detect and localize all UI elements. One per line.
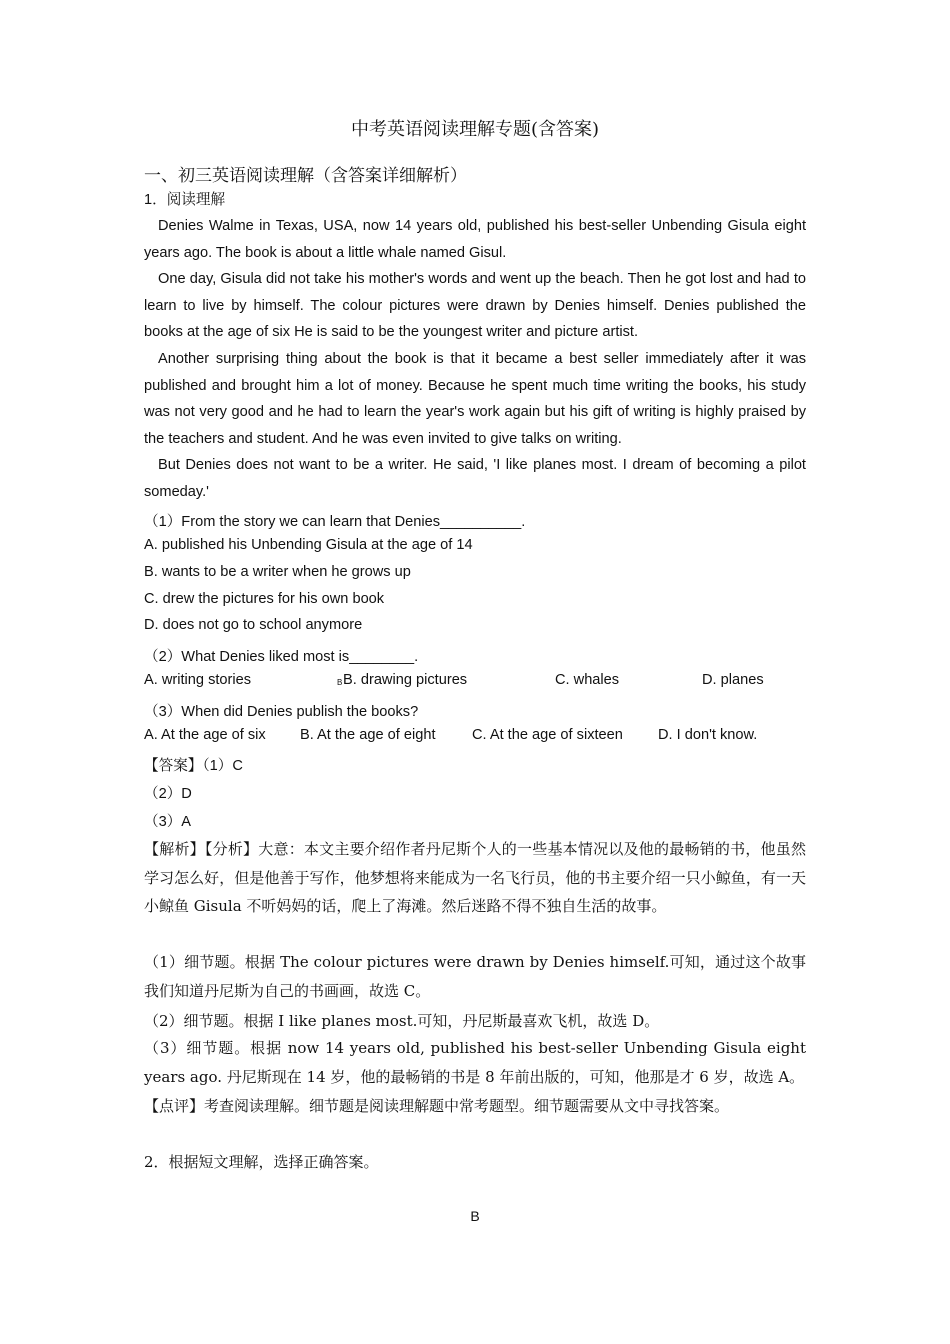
analysis-point-3: （3）细节题。根据 now 14 years old, published his best-seller Unbending Gisula eight years ago. 丹尼斯现在 14 岁，他的最畅销的书是 8 年前出版的，可知，他那是才 6 岁，故选 A。: [144, 1039, 806, 1086]
question-1-option-b: B. wants to be a writer when he grows up: [144, 564, 411, 580]
analysis-intro: 【解析】【分析】大意：本文主要介绍作者丹尼斯个人的一些基本情况以及他的最畅销的书，他虽然学习怎么好，但是他善于写作，他梦想将来能成为一名飞行员，他的书主要介绍一只小鲸鱼，有一天小鲸鱼 Gisula 不听妈妈的话，爬上了海滩。然后迷路不得不独自生活的故事。: [144, 840, 806, 915]
question-1-stem: （1）From the story we can learn that Denies__________.: [144, 514, 526, 530]
question-3-option-b: B. At the age of eight: [300, 727, 436, 743]
question-3-option-a: A. At the age of six: [144, 727, 266, 743]
stray-mark: B: [337, 678, 343, 687]
question-2-option-a: A. writing stories: [144, 672, 252, 688]
answer-line-1: 【答案】（1）C: [144, 758, 243, 774]
question-2-option-b: B. drawing pictures: [343, 672, 468, 688]
analysis-point-2: （2）细节题。根据 I like planes most.可知，丹尼斯最喜欢飞机，故选 D。: [144, 1012, 660, 1030]
question-3-options: [144, 727, 806, 753]
question-1-option-d: D. does not go to school anymore: [144, 617, 363, 633]
answer-line-3: （3）A: [144, 814, 192, 830]
analysis-point-1: （1）细节题。根据 The colour pictures were drawn by Denies himself.可知，通过这个故事我们知道丹尼斯为自己的书画画，故选 C。: [144, 953, 806, 1000]
question-3-stem: （3）When did Denies publish the books?: [144, 704, 419, 720]
question-1-option-c: C. drew the pictures for his own book: [144, 591, 385, 607]
passage-paragraph-1: Denies Walme in Texas, USA, now 14 years old, published his best-seller Unbending Gisula eight years ago. The book is about a little whale named Gisul.: [144, 218, 806, 261]
answer-line-2: （2）D: [144, 786, 192, 802]
passage-paragraph-4: But Denies does not want to be a writer. He said, 'I like planes most. I dream of becoming a pilot someday.': [144, 457, 806, 500]
page-title: 中考英语阅读理解专题(含答案): [350, 119, 600, 140]
question-3-option-c: C. At the age of sixteen: [472, 727, 623, 743]
section-letter: B: [470, 1208, 480, 1224]
question-2-stem: （2）What Denies liked most is________.: [144, 649, 419, 665]
question-2-options: [144, 672, 806, 698]
section-heading: 一、初三英语阅读理解（含答案详细解析）: [144, 166, 467, 186]
analysis-comment: 【点评】考查阅读理解。细节题是阅读理解题中常考题型。细节题需要从文中寻找答案。: [144, 1097, 730, 1115]
question-2-option-d: D. planes: [702, 672, 764, 688]
question-1-option-a: A. published his Unbending Gisula at the age of 14: [144, 537, 473, 553]
question-1-label: 1．阅读理解: [144, 192, 226, 208]
question-2-label: 2．根据短文理解，选择正确答案。: [144, 1153, 379, 1171]
question-2-option-c: C. whales: [555, 672, 620, 688]
passage-paragraph-3: Another surprising thing about the book is that it became a best seller immediately after it was published and brought him a lot of money. Because he spent much time writing the books, his study was not very good and he had to learn the year's work again but his gift of writing is highly praised by the teachers and student. And he was even invited to give talks on writing.: [144, 351, 806, 447]
question-3-option-d: D. I don't know.: [658, 727, 758, 743]
passage-paragraph-2: One day, Gisula did not take his mother's words and went up the beach. Then he got lost and had to learn to live by himself. The colour pictures were drawn by Denies himself. Denies published the books at the age of six He is said to be the youngest writer and picture artist.: [144, 271, 806, 341]
